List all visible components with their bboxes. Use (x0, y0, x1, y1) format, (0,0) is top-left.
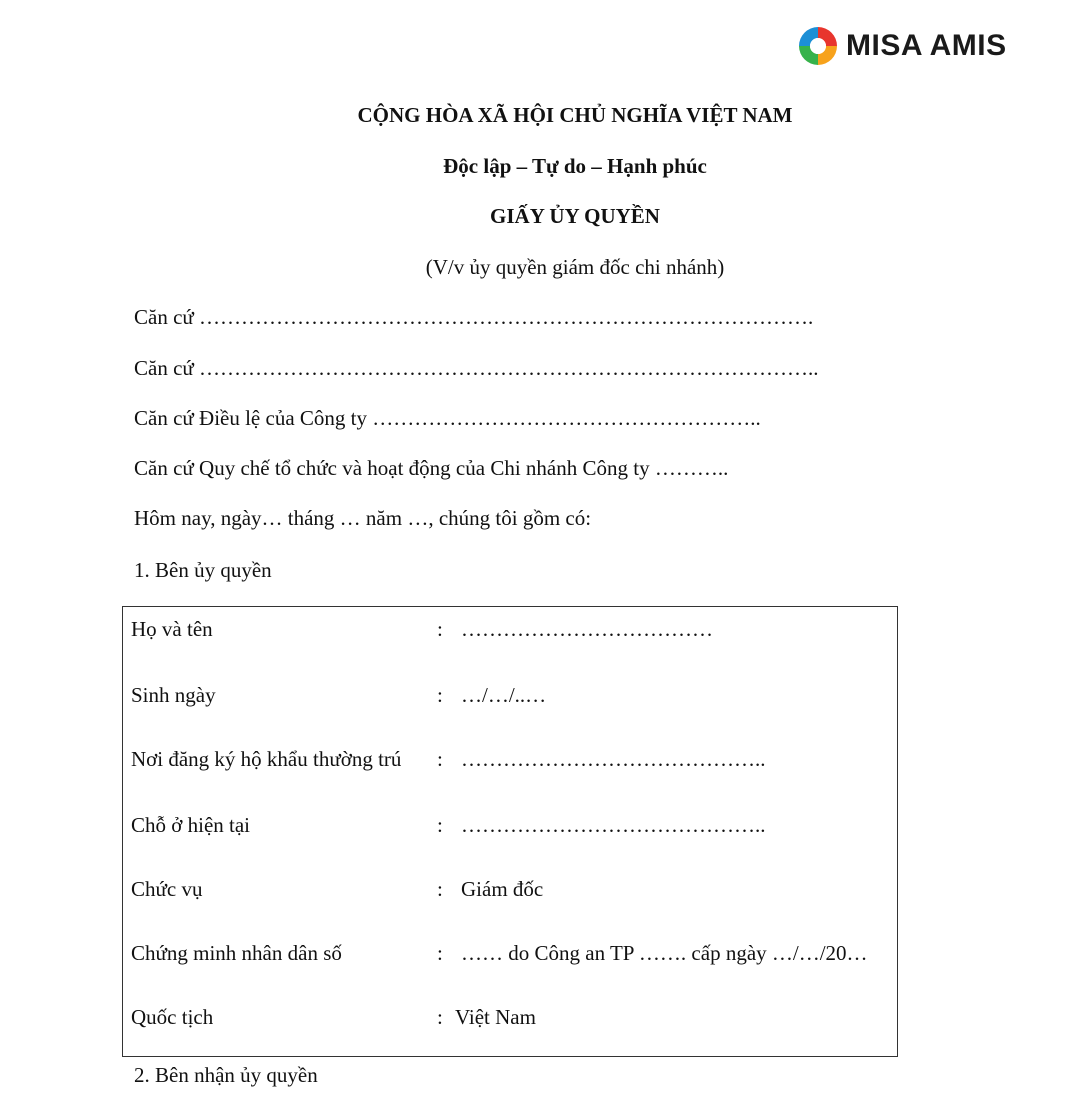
row-colon: : (437, 941, 443, 965)
basis-charter: Căn cứ Điều lệ của Công ty ……………………………………………….. (134, 406, 761, 430)
row-value: ……………………………… (461, 617, 713, 641)
document-title: GIẤY ỦY QUYỀN (490, 204, 660, 228)
basis-line-2: Căn cứ …………………………………………………………………………….. (134, 356, 819, 380)
document-subject: (V/v ủy quyền giám đốc chi nhánh) (425, 255, 725, 279)
row-label: Chỗ ở hiện tại (131, 813, 251, 837)
misa-amis-logo (797, 24, 1007, 68)
row-value: …… do Công an TP ……. cấp ngày …/…/20… (461, 941, 868, 965)
national-title: CỘNG HÒA XÃ HỘI CHỦ NGHĨA VIỆT NAM (357, 103, 793, 127)
grantor-info-box (122, 606, 898, 1057)
row-colon: : (437, 1005, 443, 1029)
motto: Độc lập – Tự do – Hạnh phúc (443, 154, 707, 178)
row-value: …………………………………….. (461, 813, 766, 837)
basis-branch-regulation: Căn cứ Quy chế tổ chức và hoạt động của Chi nhánh Công ty ……….. (134, 456, 729, 480)
row-value: …/…/..… (461, 683, 547, 707)
misa-amis-logo-icon (797, 25, 839, 67)
row-label: Quốc tịch (131, 1005, 214, 1029)
row-value: …………………………………….. (461, 747, 766, 771)
meeting-date-line: Hôm nay, ngày… tháng … năm …, chúng tôi gồm có: (134, 506, 592, 530)
row-label: Họ và tên (131, 617, 213, 641)
row-colon: : (437, 747, 443, 771)
logo-text: MISA AMIS (846, 29, 1007, 62)
section-1-title: 1. Bên ủy quyền (134, 558, 272, 582)
row-colon: : (437, 813, 443, 837)
row-label: Chứng minh nhân dân số (131, 941, 342, 965)
row-colon: : (437, 877, 443, 901)
row-label: Chức vụ (131, 877, 203, 901)
row-label: Nơi đăng ký hộ khẩu thường trú (131, 747, 402, 771)
row-colon: : (437, 683, 443, 707)
basis-line-1: Căn cứ ……………………………………………………………………………. (134, 305, 814, 329)
row-label: Sinh ngày (131, 683, 216, 707)
row-colon: : (437, 617, 443, 641)
row-value: Giám đốc (461, 877, 544, 901)
section-2-title: 2. Bên nhận ủy quyền (134, 1063, 318, 1087)
row-value: Việt Nam (455, 1005, 536, 1029)
